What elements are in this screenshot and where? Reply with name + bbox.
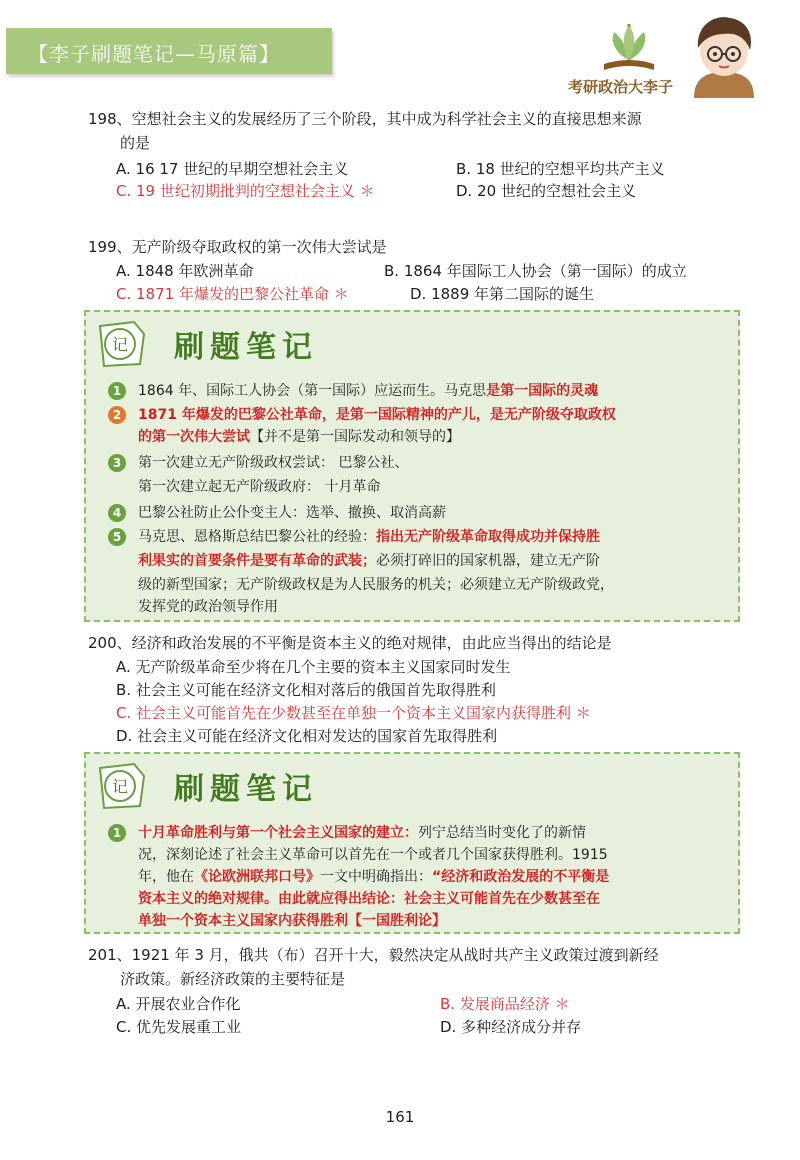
note1-item-5-l2a: 利果实的首要条件是要有革命的武装； (138, 553, 376, 569)
note2-line1 (138, 822, 586, 844)
q199-option-c-answer: C. 1871 年爆发的巴黎公社革命 ＊ (116, 285, 349, 303)
q201-option-d: D. 多种经济成分并存 (440, 1018, 582, 1036)
question-198-stem-cont: 的是 (120, 134, 151, 152)
note2-l3c: 一文中明确指出： (320, 869, 432, 885)
page-number: 161 (385, 1108, 415, 1126)
question-199-stem: 199、无产阶级夺取政权的第一次伟大尝试是 (88, 238, 387, 256)
question-201-stem: 201、1921 年 3 月，俄共（布）召开十大，毅然决定从战时共产主义政策过渡到新经 (88, 946, 659, 964)
note1-item-2-number: 2 (108, 406, 126, 424)
note1-item-5-l1a: 马克思、恩格斯总结巴黎公社的经验： (138, 529, 376, 545)
question-200-stem: 200、经济和政治发展的不平衡是资本主义的绝对规律，由此应当得出的结论是 (88, 634, 612, 652)
note1-item-4-number: 4 (108, 504, 126, 522)
q199-option-b: B. 1864 年国际工人协会（第一国际）的成立 (384, 262, 687, 280)
q198-option-c-answer: C. 19 世纪初期批判的空想社会主义 ＊ (116, 182, 375, 200)
q199-option-d: D. 1889 年第二国际的诞生 (410, 285, 595, 303)
q201-option-c: C. 优先发展重工业 (116, 1018, 242, 1036)
note1-item-2-emphasis: 的第一次伟大尝试 (138, 429, 250, 445)
question-198-stem: 198、空想社会主义的发展经历了三个阶段，其中成为科学社会主义的直接思想来源 (88, 110, 642, 128)
study-note-box-2 (84, 752, 740, 934)
study-note-box-1 (84, 310, 740, 622)
note2-l3d: “经济和政治发展的不平衡是 (432, 869, 610, 885)
note-title: 刷题笔记 (174, 330, 318, 365)
note1-item-2-line1: 1871 年爆发的巴黎公社革命，是第一国际精神的产儿，是无产阶级夺取政权 (138, 407, 616, 423)
banner-text: 【李子刷题笔记—马原篇】 (28, 42, 280, 66)
note1-item-5-line2 (138, 550, 600, 572)
note1-item-1-emphasis: 是第一国际的灵魂 (486, 383, 599, 399)
note-badge-char: 记 (111, 335, 129, 354)
note2-line2: 况，深刻论述了社会主义革命可以首先在一个或者几个国家获得胜利。1915 (138, 847, 608, 863)
note1-item-1-number: 1 (108, 382, 126, 400)
note1-item-5-l2b: 必须打碎旧的国家机器，建立无产阶 (376, 553, 600, 569)
note1-item-5-line4: 发挥党的政治领导作用 (138, 599, 278, 615)
note-title: 刷题笔记 (174, 772, 318, 807)
note1-item-3-line2: 第一次建立起无产阶级政府： 十月革命 (138, 479, 381, 495)
note1-item-5-number: 5 (108, 528, 126, 546)
page-header (0, 0, 800, 110)
lotus-book-logo-icon (592, 20, 666, 78)
note2-l1a: 十月革命胜利与第一个社会主义国家的建立： (138, 825, 418, 841)
q198-option-a: A. 16 17 世纪的早期空想社会主义 (116, 160, 349, 178)
q198-option-b: B. 18 世纪的空想平均共产主义 (456, 160, 665, 178)
q200-option-d: D. 社会主义可能在经济文化相对发达的国家首先取得胜利 (116, 727, 498, 745)
q199-option-a: A. 1848 年欧洲革命 (116, 262, 254, 280)
note2-line3 (138, 866, 609, 888)
note2-item-1-number: 1 (108, 824, 126, 842)
note-badge-icon (94, 760, 150, 812)
note2-l3a: 年，他在 (138, 869, 194, 885)
q200-option-a: A. 无产阶级革命至少将在几个主要的资本主义国家同时发生 (116, 658, 511, 676)
author-avatar-icon (676, 12, 772, 98)
note1-item-3-line1: 第一次建立无产阶级政权尝试： 巴黎公社、 (138, 455, 409, 471)
note1-item-4: 巴黎公社防止公仆变主人：选举、撤换、取消高薪 (138, 505, 446, 521)
note1-item-1 (138, 380, 598, 402)
question-201-stem-cont: 济政策。新经济政策的主要特征是 (120, 970, 346, 988)
note2-l3b: 《论欧洲联邦口号》 (194, 869, 320, 885)
q198-option-d: D. 20 世纪的空想社会主义 (456, 182, 636, 200)
q200-option-b: B. 社会主义可能在经济文化相对落后的俄国首先取得胜利 (116, 681, 496, 699)
note1-item-3-number: 3 (108, 454, 126, 472)
note2-line4: 资本主义的绝对规律。由此就应得出结论：社会主义可能首先在少数甚至在 (138, 891, 600, 907)
note1-item-5-line1 (138, 526, 600, 548)
note-badge-icon (94, 318, 150, 370)
q201-option-a: A. 开展农业合作化 (116, 995, 241, 1013)
note-badge-char: 记 (111, 777, 129, 796)
brand-signature: 考研政治大李子 (568, 78, 674, 96)
note2-l1b: 列宁总结当时变化了的新情 (418, 825, 586, 841)
note1-item-5-line3: 级的新型国家；无产阶级政权是为人民服务的机关；必须建立无产阶级政党， (138, 577, 614, 593)
note1-item-1-text: 1864 年、国际工人协会（第一国际）应运而生。马克思 (138, 383, 487, 399)
q200-option-c-answer: C. 社会主义可能首先在少数甚至在单独一个资本主义国家内获得胜利 ＊ (116, 704, 591, 722)
q201-option-b-answer: B. 发展商品经济 ＊ (440, 995, 570, 1013)
series-banner (6, 28, 332, 74)
note1-item-2-line2 (138, 426, 460, 448)
note2-line5: 单独一个资本主义国家内获得胜利【一国胜利论】 (138, 913, 446, 929)
note1-item-2-tail: 【并不是第一国际发动和领导的】 (250, 429, 460, 445)
note1-item-5-l1b: 指出无产阶级革命取得成功并保持胜 (376, 529, 600, 545)
